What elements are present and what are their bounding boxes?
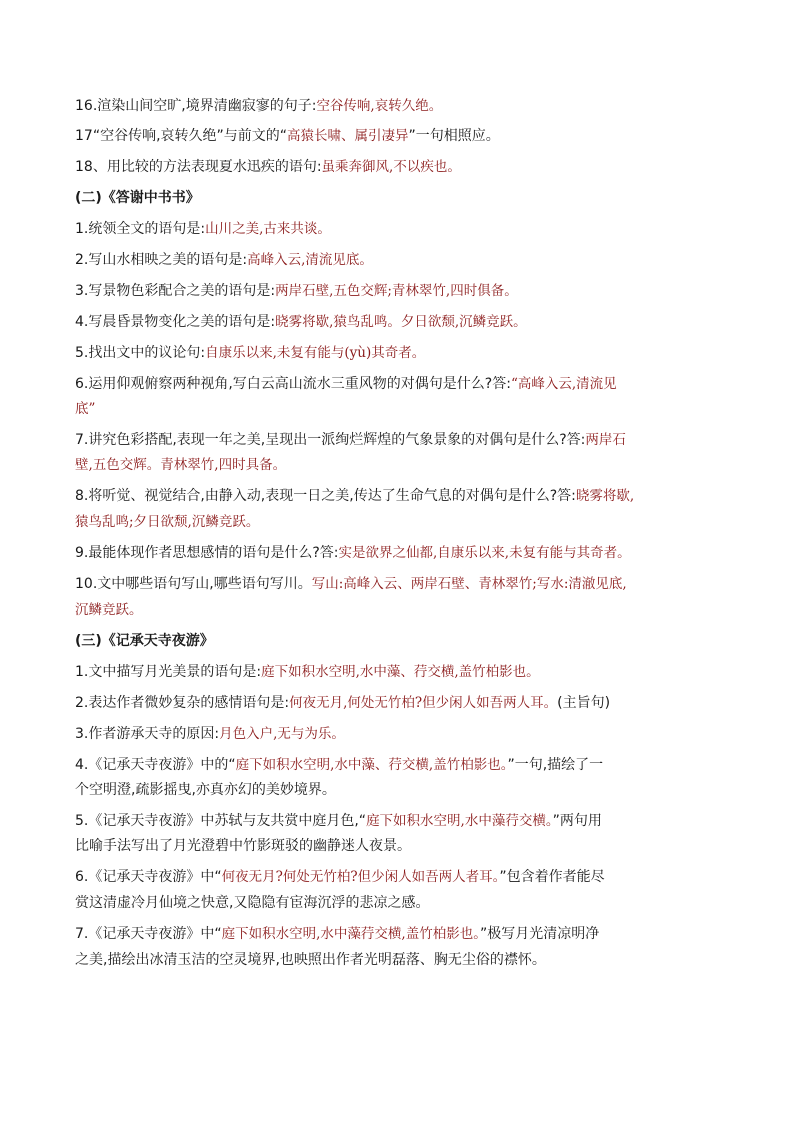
answer-text: 高猿长啸、属引凄异 xyxy=(287,128,409,144)
text-line xyxy=(75,755,735,775)
question-text: 7.讲究色彩搭配,表现一年之美,呈现出一派绚烂辉煌的气象景象的对偶句是什么?答: xyxy=(75,432,586,448)
answer-text: 高峰入云,清流见底。 xyxy=(247,252,373,268)
answer-text: 月色入户,无与为乐。 xyxy=(219,726,345,742)
answer-text: 实是欲界之仙都,自康乐以来,未复有能与其奇者。 xyxy=(338,545,631,561)
text-line xyxy=(75,455,735,475)
answer-text: 写山:高峰入云、两岸石壁、青林翠竹;写水:清澈见底, xyxy=(311,576,627,592)
question-text: ”一句相照应。 xyxy=(408,128,500,144)
section-heading xyxy=(75,188,735,208)
text-line xyxy=(75,924,735,944)
question-text: 5.找出文中的议论句: xyxy=(75,345,206,361)
text-line xyxy=(75,374,735,394)
text-line xyxy=(75,126,735,146)
text-line xyxy=(75,96,735,116)
question-text: 1.统领全文的语句是: xyxy=(75,221,206,237)
answer-text: 庭下如积水空明,水中藻、荇交横,盖竹柏影也。 xyxy=(261,664,540,680)
text-line xyxy=(75,693,735,713)
question-text: 8.将听觉、视觉结合,由静入动,表现一日之美,传达了生命气息的对偶句是什么?答: xyxy=(75,488,576,504)
question-text: 4.《记承天寺夜游》中的“ xyxy=(75,757,236,773)
answer-text: 壁,五色交辉。青林翠竹,四时具备。 xyxy=(75,457,287,473)
text-line xyxy=(75,543,735,563)
text-line xyxy=(75,512,735,532)
question-text: 2.写山水相映之美的语句是: xyxy=(75,252,248,268)
question-text: ”包含着作者能尽 xyxy=(499,869,605,885)
question-text: (主旨句) xyxy=(557,695,611,711)
text-line xyxy=(75,312,735,332)
text-line xyxy=(75,157,735,177)
answer-text: 沉鳞竞跃。 xyxy=(75,602,143,618)
question-text: 个空明澄,疏影摇曳,亦真亦幻的美妙境界。 xyxy=(75,782,336,798)
text-line xyxy=(75,281,735,301)
answer-text: 自康乐以来,未复有能与(yù)其奇者。 xyxy=(205,345,426,361)
text-line xyxy=(75,836,735,856)
text-line xyxy=(75,867,735,887)
text-line xyxy=(75,430,735,450)
heading-text: (二)《答谢中书书》 xyxy=(75,190,200,206)
question-text: ”一句,描绘了一 xyxy=(507,757,604,773)
text-line xyxy=(75,486,735,506)
text-line xyxy=(75,662,735,682)
answer-text: 两岸石 xyxy=(585,432,626,448)
answer-text: 晓雾将歇,猿鸟乱鸣。夕日欲颓,沉鳞竞跃。 xyxy=(275,314,527,330)
heading-text: (三)《记承天寺夜游》 xyxy=(75,633,214,649)
question-text: 3.写景物色彩配合之美的语句是: xyxy=(75,283,276,299)
text-line xyxy=(75,343,735,363)
answer-text: 虽乘奔御风,不以疾也。 xyxy=(321,159,461,175)
question-text: 9.最能体现作者思想感情的语句是什么?答: xyxy=(75,545,339,561)
question-text: 之美,描绘出冰清玉洁的空灵境界,也映照出作者光明磊落、胸无尘俗的襟怀。 xyxy=(75,952,546,968)
question-text: 4.写晨昏景物变化之美的语句是: xyxy=(75,314,276,330)
question-text: 5.《记承天寺夜游》中苏轼与友共赏中庭月色,“ xyxy=(75,813,367,829)
text-line xyxy=(75,950,735,970)
question-text: 7.《记承天寺夜游》中“ xyxy=(75,926,222,942)
text-line xyxy=(75,811,735,831)
answer-text: “高峰入云,清流见 xyxy=(510,376,617,392)
question-text: ”极写月光清凉明净 xyxy=(479,926,600,942)
text-line xyxy=(75,399,735,419)
answer-text: 猿鸟乱鸣;夕日欲颓,沉鳞竞跃。 xyxy=(75,514,260,530)
section-heading xyxy=(75,631,735,651)
text-line xyxy=(75,250,735,270)
answer-text: 何夜无月,何处无竹柏?但少闲人如吾两人耳。 xyxy=(289,695,558,711)
answer-text: 底” xyxy=(75,401,96,417)
question-text: 赏这清虚冷月仙境之快意,又隐隐有宦海沉浮的悲凉之感。 xyxy=(75,895,430,911)
question-text: 比喻手法写出了月光澄碧中竹影斑驳的幽静迷人夜景。 xyxy=(75,838,411,854)
question-text: ”两句用 xyxy=(552,813,602,829)
question-text: 6.《记承天寺夜游》中“ xyxy=(75,869,222,885)
answer-text: 何夜无月?何处无竹柏?但少闲人如吾两人者耳。 xyxy=(221,869,500,885)
text-line xyxy=(75,600,735,620)
question-text: 1.文中描写月光美景的语句是: xyxy=(75,664,262,680)
answer-text: 空谷传响,哀转久绝。 xyxy=(316,98,443,114)
answer-text: 晓雾将歇, xyxy=(575,488,635,504)
text-line xyxy=(75,780,735,800)
answer-text: 山川之美,古来共谈。 xyxy=(205,221,331,237)
question-text: 18、用比较的方法表现夏水迅疾的语句: xyxy=(75,159,322,175)
question-text: 6.运用仰观俯察两种视角,写白云高山流水三重风物的对偶句是什么?答: xyxy=(75,376,511,392)
question-text: 17“空谷传响,哀转久绝”与前文的“ xyxy=(75,128,288,144)
answer-text: 庭下如积水空明,水中藻荇交横。 xyxy=(366,813,553,829)
text-line xyxy=(75,893,735,913)
answer-text: 两岸石壁,五色交辉;青林翠竹,四时俱备。 xyxy=(275,283,518,299)
text-line xyxy=(75,219,735,239)
answer-text: 庭下如积水空明,水中藻、荇交横,盖竹柏影也。 xyxy=(235,757,508,773)
question-text: 3.作者游承天寺的原因: xyxy=(75,726,220,742)
question-text: 2.表达作者微妙复杂的感情语句是: xyxy=(75,695,290,711)
question-text: 10.文中哪些语句写山,哪些语句写川。 xyxy=(75,576,312,592)
text-line xyxy=(75,574,735,594)
question-text: 16.渲染山间空旷,境界清幽寂寥的句子: xyxy=(75,98,317,114)
text-line xyxy=(75,724,735,744)
answer-text: 庭下如积水空明,水中藻荇交横,盖竹柏影也。 xyxy=(221,926,480,942)
